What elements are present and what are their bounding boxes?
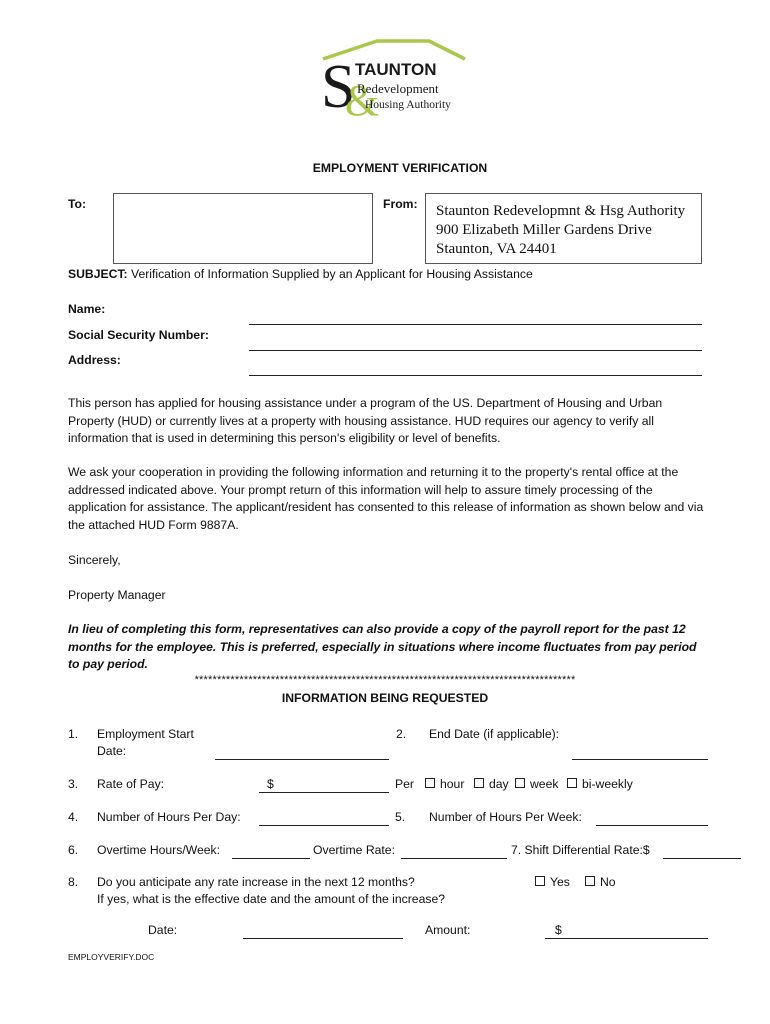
hours-per-week-field[interactable] bbox=[596, 825, 708, 826]
option-hour[interactable] bbox=[425, 776, 464, 794]
increase-date-field[interactable] bbox=[243, 938, 403, 939]
day-label: day bbox=[489, 777, 509, 791]
q5-number: 5. bbox=[395, 810, 406, 824]
q6-label: Overtime Hours/Week: bbox=[97, 843, 221, 857]
from-address-line-3: Staunton, VA 24401 bbox=[436, 241, 557, 257]
week-label: week bbox=[530, 777, 559, 791]
logo bbox=[315, 35, 475, 117]
option-biweekly[interactable] bbox=[567, 776, 633, 794]
rate-dollar-sign: $ bbox=[267, 777, 274, 791]
to-label: To: bbox=[68, 197, 87, 211]
increase-amount-label: Amount: bbox=[425, 923, 471, 937]
to-box[interactable] bbox=[113, 193, 373, 264]
payroll-note: In lieu of completing this form, representatives can also provide a copy of the payroll report for the past 12 months for the employee. This is preferred, especially in situations where income fluctuates from pay period to pay period. bbox=[68, 622, 697, 672]
logo-graphic bbox=[315, 35, 475, 117]
logo-ampersand: & bbox=[345, 76, 380, 117]
from-address-line-1: Staunton Redevelopmnt & Hsg Authority bbox=[436, 203, 686, 219]
shift-differential-field[interactable] bbox=[663, 858, 741, 859]
option-yes[interactable] bbox=[535, 874, 570, 892]
option-day[interactable] bbox=[474, 776, 509, 794]
q3-label: Rate of Pay: bbox=[97, 777, 165, 791]
from-address-line-2: 900 Elizabeth Miller Gardens Drive bbox=[436, 222, 652, 238]
q8-line-1: Do you anticipate any rate increase in the next 12 months? bbox=[97, 875, 415, 889]
start-date-field[interactable] bbox=[215, 759, 389, 760]
hour-checkbox[interactable] bbox=[425, 778, 435, 788]
overtime-rate-label: Overtime Rate: bbox=[313, 843, 395, 857]
address-field[interactable] bbox=[249, 375, 702, 376]
info-heading: INFORMATION BEING REQUESTED bbox=[281, 691, 489, 705]
q4-number: 4. bbox=[68, 810, 79, 824]
day-checkbox[interactable] bbox=[474, 778, 484, 788]
q1-number: 1. bbox=[68, 727, 79, 741]
q8-line-2: If yes, what is the effective date and the amount of the increase? bbox=[97, 892, 446, 906]
q1-label-b: Date: bbox=[97, 744, 127, 758]
overtime-rate-field[interactable] bbox=[401, 858, 507, 859]
yes-label: Yes bbox=[550, 875, 570, 889]
q7-label: 7. Shift Differential Rate:$ bbox=[511, 843, 650, 857]
address-label: Address: bbox=[68, 353, 121, 367]
q6-number: 6. bbox=[68, 843, 79, 857]
separator-stars: ************************************************************************************* bbox=[194, 674, 576, 686]
amount-dollar-sign: $ bbox=[555, 923, 562, 937]
q8-number: 8. bbox=[68, 875, 79, 889]
rate-of-pay-field[interactable] bbox=[259, 792, 389, 793]
option-week[interactable] bbox=[515, 776, 558, 794]
overtime-hours-field[interactable] bbox=[232, 858, 310, 859]
biweekly-label: bi-weekly bbox=[582, 777, 633, 791]
increase-amount-field[interactable] bbox=[545, 938, 708, 939]
request-paragraph: We ask your cooperation in providing the following information and returning it to the property's rental office at the addressed indicated above. Your prompt return of this information will help to assure timely processing of the application for assistance. The applicant/resident has consented to this release of information as shown below and via the attached HUD Form 9887A. bbox=[68, 465, 704, 532]
logo-line-3: Housing Authority bbox=[365, 99, 451, 111]
subject bbox=[68, 266, 533, 284]
end-date-field[interactable] bbox=[572, 759, 708, 760]
from-label: From: bbox=[383, 197, 418, 211]
intro-paragraph: This person has applied for housing assistance under a program of the US. Department of Housing and Urban Property (HUD) or currently lives at a property with housing assistance. HUD requires our agency to verify all information that is used in determining this person's eligibility or level of benefits. bbox=[68, 396, 663, 446]
yes-checkbox[interactable] bbox=[535, 876, 545, 886]
biweekly-checkbox[interactable] bbox=[567, 778, 577, 788]
increase-date-label: Date: bbox=[148, 923, 178, 937]
hour-label: hour bbox=[440, 777, 465, 791]
per-label: Per bbox=[395, 777, 414, 791]
logo-line-1: TAUNTON bbox=[355, 60, 437, 79]
q2-number: 2. bbox=[396, 727, 407, 741]
subject-label: SUBJECT: bbox=[68, 267, 128, 281]
q1-label-a: Employment Start bbox=[97, 727, 194, 741]
ssn-label: Social Security Number: bbox=[68, 328, 209, 342]
footer-filename: EMPLOYVERIFY.DOC bbox=[68, 952, 155, 962]
subject-text: Verification of Information Supplied by an Applicant for Housing Assistance bbox=[130, 267, 533, 281]
q3-number: 3. bbox=[68, 777, 79, 791]
name-field[interactable] bbox=[249, 324, 702, 325]
logo-letter-s: S bbox=[321, 53, 356, 117]
from-box bbox=[425, 193, 702, 264]
hours-per-day-field[interactable] bbox=[259, 825, 389, 826]
signature-title: Property Manager bbox=[68, 588, 166, 602]
q5-label: Number of Hours Per Week: bbox=[429, 810, 582, 824]
no-label: No bbox=[600, 875, 616, 889]
q2-label: End Date (if applicable): bbox=[429, 727, 560, 741]
option-no[interactable] bbox=[585, 874, 616, 892]
form-title: EMPLOYMENT VERIFICATION bbox=[312, 161, 488, 175]
week-checkbox[interactable] bbox=[515, 778, 525, 788]
q4-label: Number of Hours Per Day: bbox=[97, 810, 241, 824]
name-label: Name: bbox=[68, 302, 106, 316]
no-checkbox[interactable] bbox=[585, 876, 595, 886]
sincerely: Sincerely, bbox=[68, 553, 121, 567]
logo-line-2: Redevelopment bbox=[357, 81, 439, 96]
ssn-field[interactable] bbox=[249, 350, 702, 351]
